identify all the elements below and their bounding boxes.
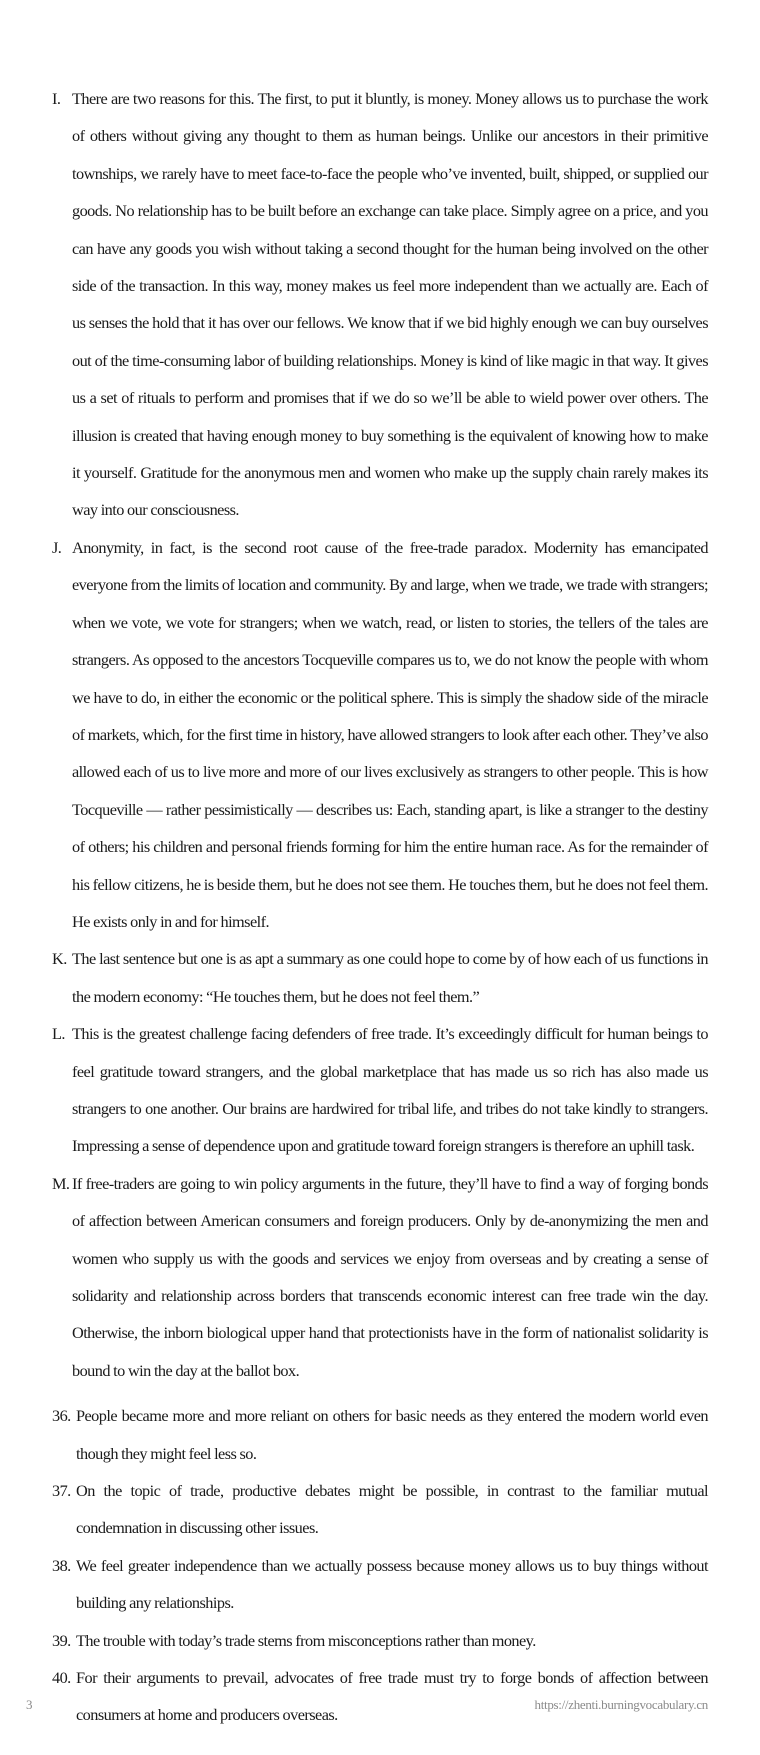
- paragraph-label: J.: [52, 537, 62, 557]
- paragraph-text: The last sentence but one is as apt a summary as one could hope to come by of how each of us functions in the modern economy: “He touches them, but he does not feel them.”: [72, 949, 708, 1006]
- paragraph-label: L.: [52, 1024, 65, 1044]
- question-list: [52, 1397, 708, 1734]
- question-number: 37.: [52, 1481, 71, 1501]
- page-footer: [26, 1697, 708, 1713]
- paragraph-j: [52, 529, 708, 940]
- question-39: [52, 1622, 708, 1659]
- document-page: [52, 80, 708, 1734]
- question-38: [52, 1547, 708, 1622]
- paragraph-text: There are two reasons for this. The first, to put it bluntly, is money. Money allows us to purchase the work of others without giving any thought to them as human beings. Unlike our ancestors in their primitive townships, we rarely have to meet face-to-face the people who’ve invented, built, shipped, or supplied our goods. No relationship has to be built before an exchange can take place. Simply agree on a price, and you can have any goods you wish without taking a second thought for the human being involved on the other side of the transaction. In this way, money makes us feel more independent than we actually are. Each of us senses the hold that it has over our fellows. We know that if we bid highly enough we can buy ourselves out of the time-consuming labor of building relationships. Money is kind of like magic in that way. It gives us a set of rituals to perform and promises that if we do so we’ll be able to wield power over others. The illusion is created that having enough money to buy something is the equivalent of knowing how to make it yourself. Gratitude for the anonymous men and women who make up the supply chain rarely makes its way into our consciousness.: [72, 89, 708, 520]
- paragraph-m: [52, 1165, 708, 1389]
- question-37: [52, 1472, 708, 1547]
- question-text: We feel greater independence than we actually possess because money allows us to buy things without building any relationships.: [76, 1555, 708, 1613]
- paragraph-text: This is the greatest challenge facing defenders of free trade. It’s exceedingly difficult for human beings to feel gratitude toward strangers, and the global marketplace that has made us so rich has also made us strangers to one another. Our brains are hardwired for tribal life, and tribes do not take kindly to strangers. Impressing a sense of dependence upon and gratitude toward foreign strangers is therefore an uphill task.: [72, 1024, 708, 1156]
- question-text: People became more and more reliant on others for basic needs as they entered the modern world even though they might feel less so.: [76, 1406, 708, 1463]
- question-text: For their arguments to prevail, advocates of free trade must try to forge bonds of affection between consumers at home and producers overseas.: [76, 1668, 708, 1725]
- paragraph-label: I.: [52, 89, 61, 108]
- question-number: 38.: [52, 1555, 71, 1575]
- question-text: The trouble with today’s trade stems from misconceptions rather than money.: [76, 1630, 536, 1650]
- paragraph-text: If free-traders are going to win policy arguments in the future, they’ll have to find a way of forging bonds of affection between American consumers and foreign producers. Only by de-anonymizing the men and women who supply us with the goods and services we enjoy from overseas and by creating a sense of solidarity and relationship across borders that transcends economic interest can free trade win the day. Otherwise, the inborn biological upper hand that protectionists have in the form of nationalist solidarity is bound to win the day at the ballot box.: [72, 1173, 708, 1380]
- paragraph-k: [52, 940, 708, 1015]
- paragraph-text: Anonymity, in fact, is the second root cause of the free-trade paradox. Modernity has emancipated everyone from the limits of location and community. By and large, when we trade, we trade with strangers; when we vote, we vote for strangers; when we watch, read, or listen to stories, the tellers of the tales are strangers. As opposed to the ancestors Tocqueville compares us to, we do not know the people with whom we have to do, in either the economic or the political sphere. This is simply the shadow side of the miracle of markets, which, for the first time in history, have allowed strangers to look after each other. They’ve also allowed each of us to live more and more of our lives exclusively as strangers to other people. This is how Tocqueville — rather pessimistically — describes us: Each, standing apart, is like a stranger to the destiny of others; his children and personal friends forming for him the entire human race. As for the remainder of his fellow citizens, he is beside them, but he does not see them. He touches them, but he does not feel them. He exists only in and for himself.: [72, 537, 708, 931]
- question-number: 39.: [52, 1630, 71, 1650]
- paragraph-label: M.: [52, 1173, 70, 1193]
- footer-url[interactable]: https://zhenti.burningvocabulary.cn: [534, 1697, 708, 1712]
- page-number: 3: [26, 1697, 33, 1712]
- question-number: 36.: [52, 1406, 71, 1426]
- paragraph-i: [52, 80, 708, 529]
- paragraph-l: [52, 1015, 708, 1165]
- question-text: On the topic of trade, productive debates might be possible, in contrast to the familiar mutual condemnation in discussing other issues.: [76, 1481, 708, 1538]
- paragraph-label: K.: [52, 949, 67, 969]
- question-number: 40.: [52, 1668, 71, 1688]
- question-36: [52, 1397, 708, 1472]
